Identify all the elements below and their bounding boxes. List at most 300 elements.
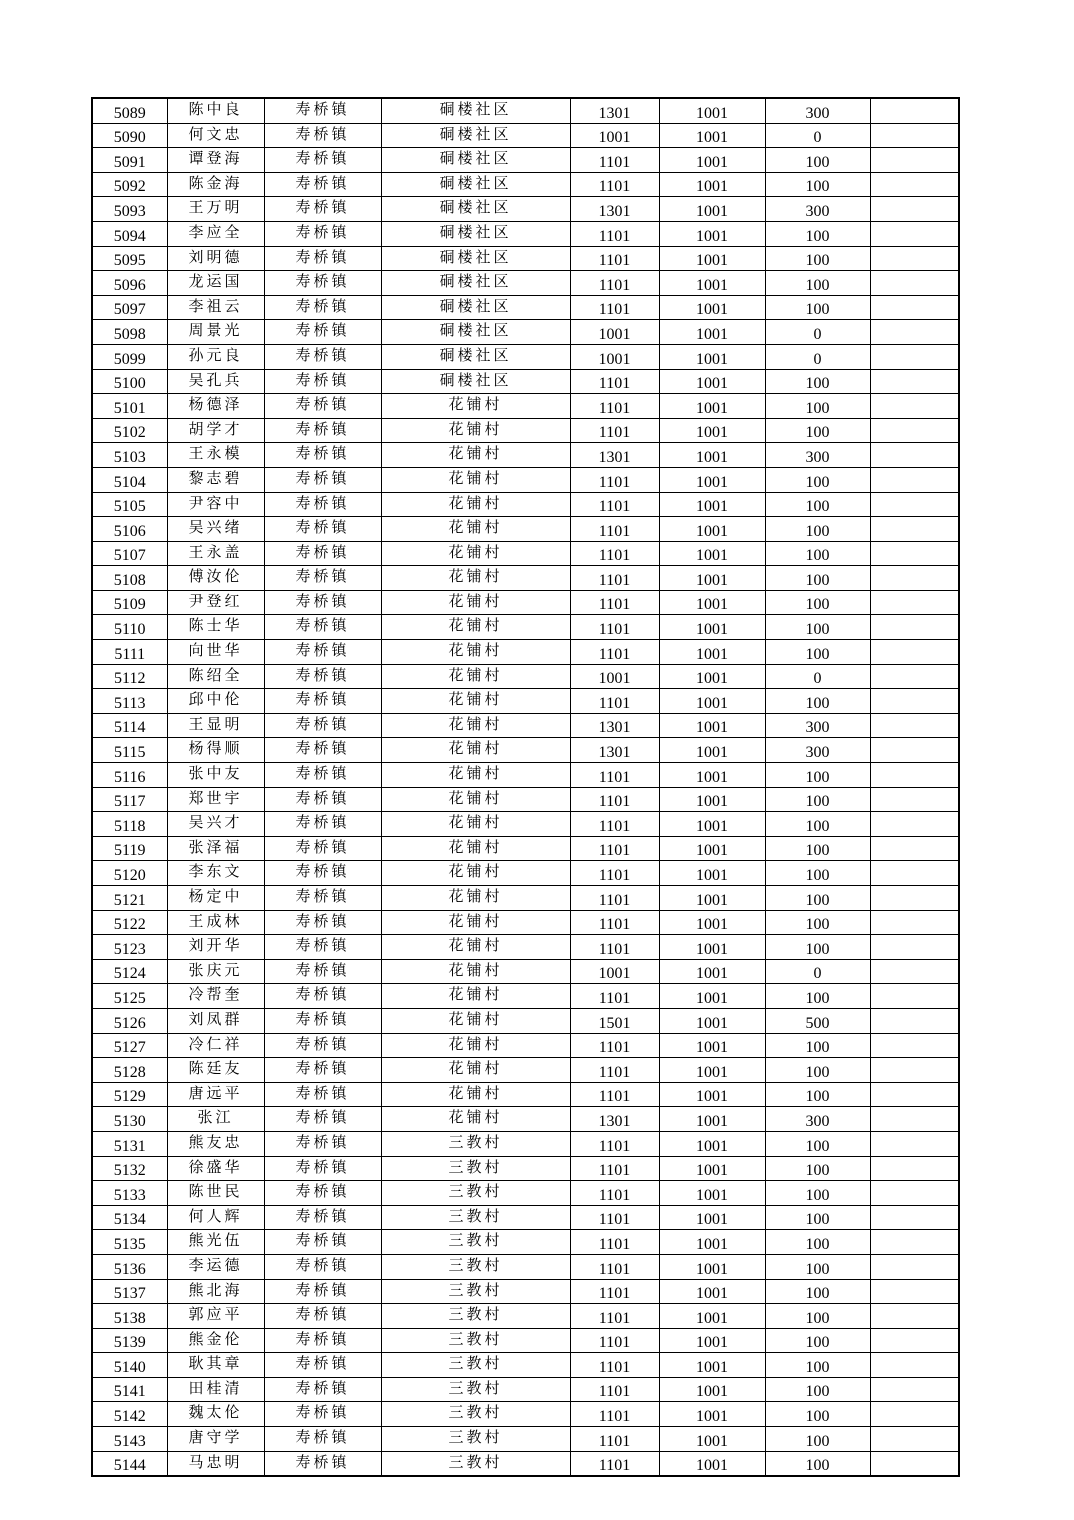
cell-name: 吴孔兵 (167, 369, 264, 394)
cell-code-a: 1101 (570, 886, 659, 911)
cell-amount: 100 (765, 467, 870, 492)
cell-code-b: 1001 (659, 1279, 765, 1304)
cell-code-a: 1101 (570, 172, 659, 197)
table-row (92, 197, 959, 222)
cell-code-b: 1001 (659, 1353, 765, 1378)
cell-village: 花铺村 (381, 664, 570, 689)
table-row (92, 640, 959, 665)
cell-name: 冷仁祥 (167, 1033, 264, 1058)
cell-amount: 100 (765, 590, 870, 615)
cell-code-b: 1001 (659, 344, 765, 369)
cell-code-a: 1001 (570, 123, 659, 148)
cell-village: 硐楼社区 (381, 246, 570, 271)
table-body (92, 98, 959, 1476)
cell-code-b: 1001 (659, 836, 765, 861)
cell-code-a: 1001 (570, 344, 659, 369)
cell-town: 寿桥镇 (264, 517, 381, 542)
cell-village: 三教村 (381, 1205, 570, 1230)
cell-town: 寿桥镇 (264, 812, 381, 837)
cell-code-b: 1001 (659, 98, 765, 123)
cell-code-a: 1101 (570, 1156, 659, 1181)
cell-name: 李运德 (167, 1254, 264, 1279)
cell-amount: 0 (765, 123, 870, 148)
cell-code-a: 1101 (570, 1205, 659, 1230)
table-row (92, 246, 959, 271)
cell-code-a: 1101 (570, 1131, 659, 1156)
cell-name: 徐盛华 (167, 1156, 264, 1181)
cell-remark (870, 984, 959, 1009)
cell-code-b: 1001 (659, 640, 765, 665)
cell-town: 寿桥镇 (264, 172, 381, 197)
cell-code-a: 1101 (570, 492, 659, 517)
cell-remark (870, 1254, 959, 1279)
cell-amount: 100 (765, 221, 870, 246)
cell-village: 硐楼社区 (381, 148, 570, 173)
table-row (92, 1082, 959, 1107)
cell-name: 陈世民 (167, 1181, 264, 1206)
cell-amount: 0 (765, 959, 870, 984)
cell-amount: 100 (765, 984, 870, 1009)
cell-code-b: 1001 (659, 566, 765, 591)
cell-town: 寿桥镇 (264, 1402, 381, 1427)
table-row (92, 172, 959, 197)
table-row (92, 959, 959, 984)
cell-name: 刘凤群 (167, 1008, 264, 1033)
cell-code-a: 1101 (570, 1279, 659, 1304)
cell-code-a: 1101 (570, 1082, 659, 1107)
cell-village: 花铺村 (381, 763, 570, 788)
cell-village: 花铺村 (381, 517, 570, 542)
cell-code-b: 1001 (659, 1107, 765, 1132)
cell-town: 寿桥镇 (264, 492, 381, 517)
cell-index: 5130 (92, 1107, 167, 1132)
table-row (92, 1033, 959, 1058)
cell-name: 熊北海 (167, 1279, 264, 1304)
cell-code-a: 1101 (570, 271, 659, 296)
cell-remark (870, 836, 959, 861)
cell-town: 寿桥镇 (264, 1451, 381, 1476)
cell-name: 唐守学 (167, 1427, 264, 1452)
cell-remark (870, 1230, 959, 1255)
table-row (92, 984, 959, 1009)
cell-village: 三教村 (381, 1254, 570, 1279)
cell-remark (870, 1058, 959, 1083)
cell-code-b: 1001 (659, 517, 765, 542)
cell-town: 寿桥镇 (264, 148, 381, 173)
cell-village: 硐楼社区 (381, 369, 570, 394)
cell-town: 寿桥镇 (264, 1254, 381, 1279)
cell-index: 5114 (92, 713, 167, 738)
cell-remark (870, 344, 959, 369)
cell-remark (870, 295, 959, 320)
cell-town: 寿桥镇 (264, 369, 381, 394)
cell-code-a: 1001 (570, 664, 659, 689)
cell-town: 寿桥镇 (264, 861, 381, 886)
cell-name: 熊光伍 (167, 1230, 264, 1255)
cell-code-b: 1001 (659, 1230, 765, 1255)
cell-code-b: 1001 (659, 1328, 765, 1353)
cell-amount: 100 (765, 1451, 870, 1476)
cell-code-a: 1101 (570, 394, 659, 419)
cell-amount: 100 (765, 1230, 870, 1255)
cell-name: 尹登红 (167, 590, 264, 615)
cell-name: 熊金伦 (167, 1328, 264, 1353)
cell-amount: 100 (765, 1402, 870, 1427)
table-row (92, 394, 959, 419)
table-row (92, 221, 959, 246)
cell-amount: 0 (765, 344, 870, 369)
cell-code-a: 1101 (570, 1328, 659, 1353)
cell-amount: 0 (765, 320, 870, 345)
cell-remark (870, 271, 959, 296)
table-row (92, 1008, 959, 1033)
cell-town: 寿桥镇 (264, 1156, 381, 1181)
cell-name: 冷帮奎 (167, 984, 264, 1009)
cell-remark (870, 590, 959, 615)
cell-remark (870, 1328, 959, 1353)
cell-amount: 100 (765, 1205, 870, 1230)
cell-code-b: 1001 (659, 1254, 765, 1279)
table-row (92, 615, 959, 640)
cell-index: 5124 (92, 959, 167, 984)
cell-index: 5099 (92, 344, 167, 369)
cell-amount: 100 (765, 1058, 870, 1083)
table-row (92, 713, 959, 738)
cell-index: 5091 (92, 148, 167, 173)
cell-village: 花铺村 (381, 1107, 570, 1132)
cell-town: 寿桥镇 (264, 787, 381, 812)
cell-code-a: 1101 (570, 861, 659, 886)
table-row (92, 910, 959, 935)
cell-village: 三教村 (381, 1230, 570, 1255)
table-row (92, 812, 959, 837)
cell-remark (870, 197, 959, 222)
table-row (92, 1402, 959, 1427)
cell-index: 5129 (92, 1082, 167, 1107)
cell-code-b: 1001 (659, 295, 765, 320)
cell-name: 陈士华 (167, 615, 264, 640)
cell-village: 花铺村 (381, 812, 570, 837)
cell-village: 花铺村 (381, 861, 570, 886)
cell-name: 傅汝伦 (167, 566, 264, 591)
cell-code-b: 1001 (659, 787, 765, 812)
cell-index: 5105 (92, 492, 167, 517)
cell-village: 硐楼社区 (381, 221, 570, 246)
cell-remark (870, 148, 959, 173)
cell-index: 5133 (92, 1181, 167, 1206)
cell-village: 花铺村 (381, 394, 570, 419)
cell-index: 5127 (92, 1033, 167, 1058)
cell-name: 吴兴才 (167, 812, 264, 837)
cell-amount: 100 (765, 935, 870, 960)
cell-index: 5093 (92, 197, 167, 222)
cell-code-b: 1001 (659, 369, 765, 394)
cell-town: 寿桥镇 (264, 1304, 381, 1329)
cell-name: 陈廷友 (167, 1058, 264, 1083)
table-row (92, 271, 959, 296)
cell-village: 三教村 (381, 1304, 570, 1329)
cell-remark (870, 172, 959, 197)
cell-code-b: 1001 (659, 123, 765, 148)
cell-code-b: 1001 (659, 935, 765, 960)
cell-town: 寿桥镇 (264, 197, 381, 222)
cell-index: 5126 (92, 1008, 167, 1033)
cell-code-b: 1001 (659, 763, 765, 788)
cell-remark (870, 394, 959, 419)
cell-code-a: 1101 (570, 1353, 659, 1378)
cell-town: 寿桥镇 (264, 541, 381, 566)
cell-code-b: 1001 (659, 590, 765, 615)
cell-index: 5125 (92, 984, 167, 1009)
cell-index: 5119 (92, 836, 167, 861)
cell-town: 寿桥镇 (264, 394, 381, 419)
table-row (92, 664, 959, 689)
cell-name: 杨德泽 (167, 394, 264, 419)
table-row (92, 1427, 959, 1452)
cell-village: 花铺村 (381, 566, 570, 591)
cell-index: 5120 (92, 861, 167, 886)
cell-name: 周景光 (167, 320, 264, 345)
cell-code-b: 1001 (659, 197, 765, 222)
cell-code-a: 1101 (570, 418, 659, 443)
cell-amount: 300 (765, 713, 870, 738)
cell-amount: 100 (765, 1427, 870, 1452)
cell-village: 花铺村 (381, 738, 570, 763)
cell-village: 花铺村 (381, 615, 570, 640)
table-row (92, 517, 959, 542)
cell-village: 三教村 (381, 1279, 570, 1304)
cell-amount: 100 (765, 369, 870, 394)
cell-code-a: 1101 (570, 566, 659, 591)
cell-remark (870, 98, 959, 123)
table-row (92, 1181, 959, 1206)
cell-amount: 100 (765, 689, 870, 714)
cell-code-a: 1101 (570, 1304, 659, 1329)
cell-code-a: 1101 (570, 1451, 659, 1476)
cell-code-b: 1001 (659, 738, 765, 763)
cell-code-a: 1101 (570, 836, 659, 861)
cell-remark (870, 1131, 959, 1156)
table-row (92, 566, 959, 591)
cell-village: 三教村 (381, 1353, 570, 1378)
cell-name: 龙运国 (167, 271, 264, 296)
cell-town: 寿桥镇 (264, 320, 381, 345)
cell-town: 寿桥镇 (264, 1033, 381, 1058)
cell-code-b: 1001 (659, 172, 765, 197)
cell-remark (870, 123, 959, 148)
cell-amount: 100 (765, 1279, 870, 1304)
cell-code-a: 1101 (570, 689, 659, 714)
cell-village: 花铺村 (381, 541, 570, 566)
table-row (92, 541, 959, 566)
table-row (92, 1377, 959, 1402)
table-row (92, 1451, 959, 1476)
table-row (92, 836, 959, 861)
cell-village: 花铺村 (381, 418, 570, 443)
cell-code-a: 1101 (570, 246, 659, 271)
cell-name: 杨得顺 (167, 738, 264, 763)
cell-amount: 100 (765, 615, 870, 640)
cell-code-b: 1001 (659, 1008, 765, 1033)
cell-index: 5122 (92, 910, 167, 935)
cell-index: 5135 (92, 1230, 167, 1255)
cell-code-a: 1301 (570, 197, 659, 222)
cell-code-b: 1001 (659, 1402, 765, 1427)
cell-town: 寿桥镇 (264, 763, 381, 788)
cell-index: 5142 (92, 1402, 167, 1427)
cell-remark (870, 320, 959, 345)
cell-index: 5137 (92, 1279, 167, 1304)
cell-remark (870, 886, 959, 911)
cell-index: 5143 (92, 1427, 167, 1452)
cell-remark (870, 1451, 959, 1476)
cell-amount: 300 (765, 738, 870, 763)
cell-amount: 100 (765, 1377, 870, 1402)
cell-town: 寿桥镇 (264, 1328, 381, 1353)
cell-town: 寿桥镇 (264, 1008, 381, 1033)
cell-index: 5141 (92, 1377, 167, 1402)
cell-remark (870, 1082, 959, 1107)
cell-remark (870, 664, 959, 689)
cell-town: 寿桥镇 (264, 1427, 381, 1452)
cell-amount: 100 (765, 1254, 870, 1279)
cell-amount: 100 (765, 910, 870, 935)
cell-index: 5111 (92, 640, 167, 665)
cell-remark (870, 1156, 959, 1181)
cell-index: 5103 (92, 443, 167, 468)
cell-remark (870, 517, 959, 542)
cell-index: 5109 (92, 590, 167, 615)
cell-index: 5112 (92, 664, 167, 689)
cell-name: 杨定中 (167, 886, 264, 911)
cell-town: 寿桥镇 (264, 1107, 381, 1132)
cell-index: 5094 (92, 221, 167, 246)
table-row (92, 1230, 959, 1255)
cell-name: 陈绍全 (167, 664, 264, 689)
cell-town: 寿桥镇 (264, 664, 381, 689)
table-row (92, 1058, 959, 1083)
cell-village: 三教村 (381, 1451, 570, 1476)
cell-remark (870, 1205, 959, 1230)
cell-remark (870, 1304, 959, 1329)
cell-amount: 100 (765, 1131, 870, 1156)
cell-remark (870, 763, 959, 788)
cell-amount: 100 (765, 1156, 870, 1181)
cell-code-a: 1101 (570, 148, 659, 173)
cell-code-b: 1001 (659, 541, 765, 566)
cell-village: 花铺村 (381, 467, 570, 492)
cell-amount: 300 (765, 98, 870, 123)
cell-town: 寿桥镇 (264, 443, 381, 468)
cell-index: 5113 (92, 689, 167, 714)
cell-name: 李东文 (167, 861, 264, 886)
cell-name: 耿其章 (167, 1353, 264, 1378)
cell-index: 5102 (92, 418, 167, 443)
table-row (92, 689, 959, 714)
cell-code-b: 1001 (659, 418, 765, 443)
cell-village: 花铺村 (381, 935, 570, 960)
cell-name: 何文忠 (167, 123, 264, 148)
cell-amount: 300 (765, 197, 870, 222)
cell-town: 寿桥镇 (264, 1353, 381, 1378)
cell-code-a: 1101 (570, 1033, 659, 1058)
cell-name: 尹容中 (167, 492, 264, 517)
cell-village: 花铺村 (381, 984, 570, 1009)
table-row (92, 1304, 959, 1329)
cell-code-b: 1001 (659, 221, 765, 246)
cell-remark (870, 738, 959, 763)
table-row (92, 590, 959, 615)
cell-code-a: 1101 (570, 1230, 659, 1255)
cell-village: 花铺村 (381, 492, 570, 517)
cell-remark (870, 713, 959, 738)
cell-amount: 0 (765, 664, 870, 689)
cell-code-b: 1001 (659, 148, 765, 173)
cell-code-b: 1001 (659, 1205, 765, 1230)
cell-index: 5123 (92, 935, 167, 960)
cell-amount: 100 (765, 787, 870, 812)
table-row (92, 443, 959, 468)
cell-town: 寿桥镇 (264, 640, 381, 665)
cell-amount: 100 (765, 763, 870, 788)
cell-code-a: 1501 (570, 1008, 659, 1033)
cell-amount: 100 (765, 1181, 870, 1206)
cell-remark (870, 418, 959, 443)
cell-index: 5140 (92, 1353, 167, 1378)
cell-code-b: 1001 (659, 492, 765, 517)
cell-name: 陈金海 (167, 172, 264, 197)
cell-code-a: 1101 (570, 615, 659, 640)
cell-code-b: 1001 (659, 664, 765, 689)
cell-town: 寿桥镇 (264, 295, 381, 320)
cell-code-b: 1001 (659, 959, 765, 984)
cell-village: 三教村 (381, 1181, 570, 1206)
table-row (92, 295, 959, 320)
cell-code-b: 1001 (659, 443, 765, 468)
cell-village: 三教村 (381, 1377, 570, 1402)
cell-remark (870, 812, 959, 837)
cell-name: 刘开华 (167, 935, 264, 960)
cell-town: 寿桥镇 (264, 935, 381, 960)
cell-index: 5139 (92, 1328, 167, 1353)
cell-index: 5098 (92, 320, 167, 345)
cell-village: 硐楼社区 (381, 344, 570, 369)
cell-amount: 100 (765, 1353, 870, 1378)
cell-amount: 100 (765, 886, 870, 911)
cell-index: 5138 (92, 1304, 167, 1329)
table-row (92, 98, 959, 123)
cell-code-a: 1301 (570, 443, 659, 468)
cell-code-a: 1101 (570, 1058, 659, 1083)
cell-village: 硐楼社区 (381, 320, 570, 345)
cell-index: 5090 (92, 123, 167, 148)
cell-amount: 100 (765, 861, 870, 886)
cell-code-a: 1101 (570, 984, 659, 1009)
table-row (92, 1353, 959, 1378)
cell-village: 花铺村 (381, 787, 570, 812)
cell-code-b: 1001 (659, 394, 765, 419)
cell-name: 王万明 (167, 197, 264, 222)
cell-code-b: 1001 (659, 861, 765, 886)
cell-remark (870, 1377, 959, 1402)
cell-town: 寿桥镇 (264, 246, 381, 271)
table-row (92, 787, 959, 812)
cell-town: 寿桥镇 (264, 1279, 381, 1304)
cell-village: 花铺村 (381, 836, 570, 861)
cell-name: 陈中良 (167, 98, 264, 123)
cell-code-a: 1101 (570, 1402, 659, 1427)
cell-index: 5144 (92, 1451, 167, 1476)
